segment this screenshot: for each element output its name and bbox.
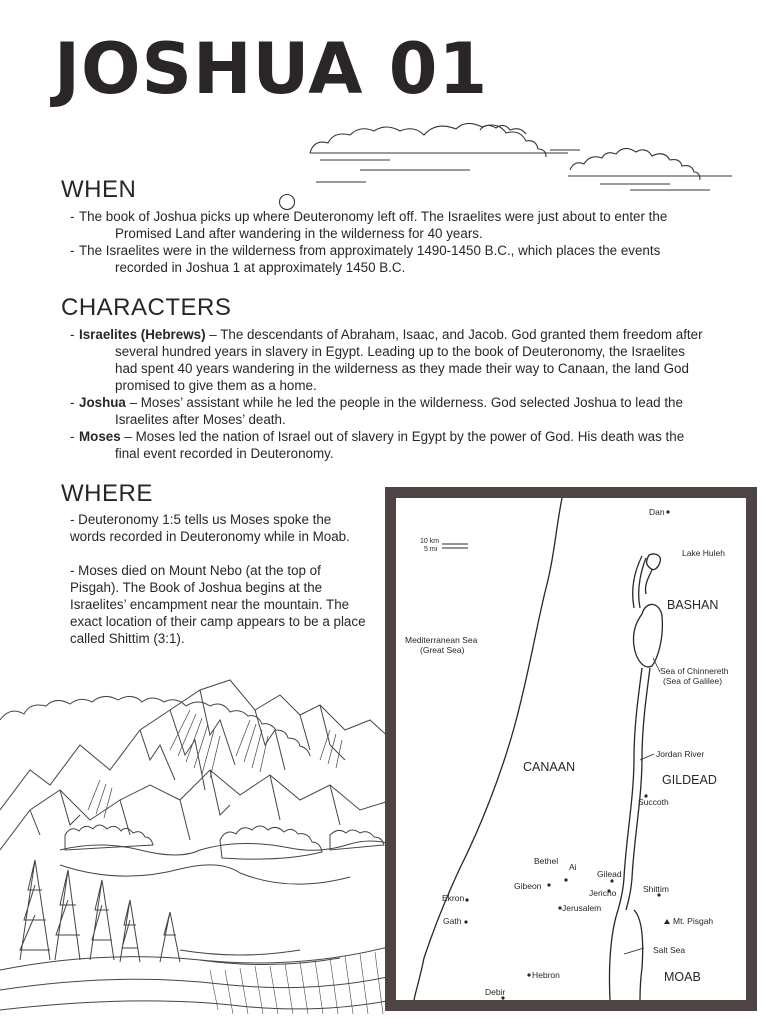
- map-label-bethel: Bethel: [534, 856, 559, 866]
- map-label-jordan-river: Jordan River: [656, 749, 705, 759]
- characters-list: [70, 326, 710, 462]
- map-label-gath: Gath: [443, 916, 462, 926]
- map-label-bashan: BASHAN: [667, 598, 719, 612]
- sea-of-galilee: [633, 604, 662, 666]
- character-name: Moses: [79, 429, 121, 444]
- character-item: - Israelites (Hebrews) – The descendants of Abraham, Isaac, and Jacob. God granted them freedom after several hundred years in slavery in Egypt. Leading up to the book of Deuteronomy, the Israelites had spent 40 years wandering in the wilderness as they made their way to Canaan, the land God promised to give them as a home.: [70, 327, 703, 393]
- map-label-jerusalem: Jerusalem: [562, 903, 602, 913]
- character-item: - Joshua – Moses’ assistant while he led the people in the wilderness. God selected Joshua to lead the Israelites after Moses’ death.: [70, 395, 683, 427]
- map-label-lake-huleh: Lake Huleh: [682, 548, 726, 558]
- character-name: Joshua: [79, 395, 126, 410]
- jordan-river: [633, 556, 646, 608]
- map-label-jericho: Jericho: [589, 888, 617, 898]
- when-bullet: - The book of Joshua picks up where Deuteronomy left off. The Israelites were just about to enter the Promised Land after wandering in the wilderness for 40 years.: [70, 209, 668, 241]
- map-label-ekron: Ekron: [442, 893, 465, 903]
- map-label-gildead: GILDEAD: [662, 773, 717, 787]
- map-label-gilead: Gilead: [597, 869, 622, 879]
- when-list: [70, 208, 710, 276]
- map-label-chinnereth: Sea of Chinnereth: [660, 666, 729, 676]
- mountain-landscape-illustration: [0, 650, 392, 1024]
- map-label-ai: Ai: [569, 862, 577, 872]
- map-of-canaan: [396, 498, 746, 1000]
- map-label-mt-pisgah: Mt. Pisgah: [673, 916, 714, 926]
- character-item: - Moses – Moses led the nation of Israel out of slavery in Egypt by the power of God. His death was the final event recorded in Deuteronomy.: [70, 429, 685, 461]
- characters-heading: CHARACTERS: [61, 294, 232, 321]
- map-label-moab: MOAB: [664, 970, 701, 984]
- when-heading: WHEN: [61, 176, 137, 203]
- map-label-mediterranean: Mediterranean Sea: [405, 635, 478, 645]
- map-scale-mi: 5 mi: [424, 546, 438, 553]
- map-label-gibeon: Gibeon: [514, 881, 542, 891]
- jordan-river-upper: [645, 570, 652, 594]
- character-name: Israelites (Hebrews): [79, 327, 206, 342]
- when-bullet: - The Israelites were in the wilderness from approximately 1490-1450 B.C., which places the events recorded in Joshua 1 at approximately 1450 B.C.: [70, 243, 661, 275]
- where-paragraph: - Moses died on Mount Nebo (at the top of Pisgah). The Book of Joshua begins at the Israelites’ encampment near the mountain. The exact location of their camp appears to be a place called Shittim (3:1).: [70, 563, 366, 646]
- map-label-shittim: Shittim: [643, 884, 669, 894]
- map-scale-km: 10 km: [420, 538, 440, 545]
- mediterranean-coastline: [414, 498, 562, 1000]
- clouds-illustration: [300, 110, 740, 200]
- map-label-galilee: (Sea of Galilee): [663, 676, 723, 686]
- map-label-debir: Debir: [485, 987, 506, 997]
- map-label-salt-sea: Salt Sea: [653, 945, 686, 955]
- where-paragraph: - Deuteronomy 1:5 tells us Moses spoke the words recorded in Deuteronomy while in Moab.: [70, 512, 350, 544]
- lake-huleh: [647, 554, 661, 570]
- map-label-great-sea: (Great Sea): [420, 645, 465, 655]
- page-title: JOSHUA 01: [54, 28, 489, 110]
- where-text: [70, 511, 370, 664]
- map-panel: [385, 487, 757, 1011]
- map-label-dan: Dan: [649, 507, 665, 517]
- map-label-succoth: Succoth: [638, 797, 669, 807]
- where-heading: WHERE: [61, 480, 153, 507]
- map-label-hebron: Hebron: [532, 970, 560, 980]
- map-label-canaan: CANAAN: [523, 760, 576, 774]
- salt-sea: [609, 910, 642, 1000]
- map-scale-bar: [442, 544, 468, 548]
